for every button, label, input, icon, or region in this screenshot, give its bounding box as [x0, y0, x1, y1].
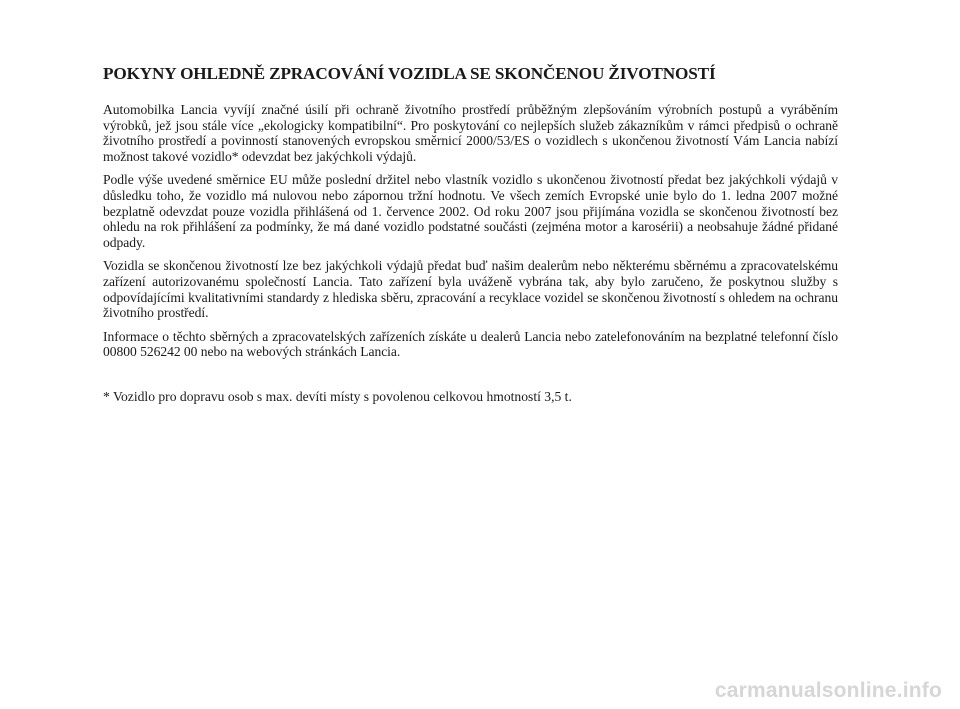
paragraph-eu-directive: Podle výše uvedené směrnice EU může poslední držitel nebo vlastník vozidlo s ukončenou životností předat bez jakýchkoli výdajů v důsledku toho, že vozidlo má nulovou nebo zápornou tržní hodnotu. Ve všech zemích Evropské unie bylo do 1. ledna 2007 možné bezplatně odevzdat pouze vozidla přihlášená od 1. července 2002. Od roku 2007 jsou přijímána vozidla se skončenou životností bez ohledu na rok přihlášení za podmínky, že má dané vozidlo podstatné součásti (zejména motor a karosérii) a neobsahuje žádné přidané odpady.: [103, 172, 838, 250]
watermark-text: carmanualsonline.info: [714, 679, 942, 702]
footnote: * Vozidlo pro dopravu osob s max. devíti místy s povolenou celkovou hmotností 3,5 t.: [103, 388, 572, 404]
document-page: [103, 64, 838, 405]
paragraph-handover: Vozidla se skončenou životností lze bez jakýchkoli výdajů předat buď našim dealerům nebo některému sběrnému a zpracovatelskému zařízení autorizovanému společností Lancia. Tato zařízení byla uváženě vybrána tak, aby bylo zaručeno, že poskytnou služby s odpovídajícími kvalitativními standardy z hlediska sběru, zpracování a recyklace vozidel se skončenou životností s ohledem na ochranu životního prostředí.: [103, 258, 838, 321]
paragraph-intro: Automobilka Lancia vyvíjí značné úsilí při ochraně životního prostředí průběžným zlepšováním výrobních postupů a vyráběním výrobků, jež jsou stále více „ekologicky kompatibilní“. Pro poskytování co nejlepších služeb zákazníkům v rámci předpisů o ochraně životního prostředí a povinností stanovených evropskou směrnicí 2000/53/ES o vozidlech s ukončenou životností Vám Lancia nabízí možnost takové vozidlo* odevzdat bez jakýchkoli výdajů.: [103, 102, 838, 164]
paragraph-contact-info: Informace o těchto sběrných a zpracovatelských zařízeních získáte u dealerů Lancia nebo zatelefonováním na bezplatné telefonní číslo 00800 526242 00 nebo na webových stránkách Lancia.: [103, 328, 838, 360]
page-title: POKYNY OHLEDNĚ ZPRACOVÁNÍ VOZIDLA SE SKONČENOU ŽIVOTNOSTÍ: [103, 64, 716, 83]
